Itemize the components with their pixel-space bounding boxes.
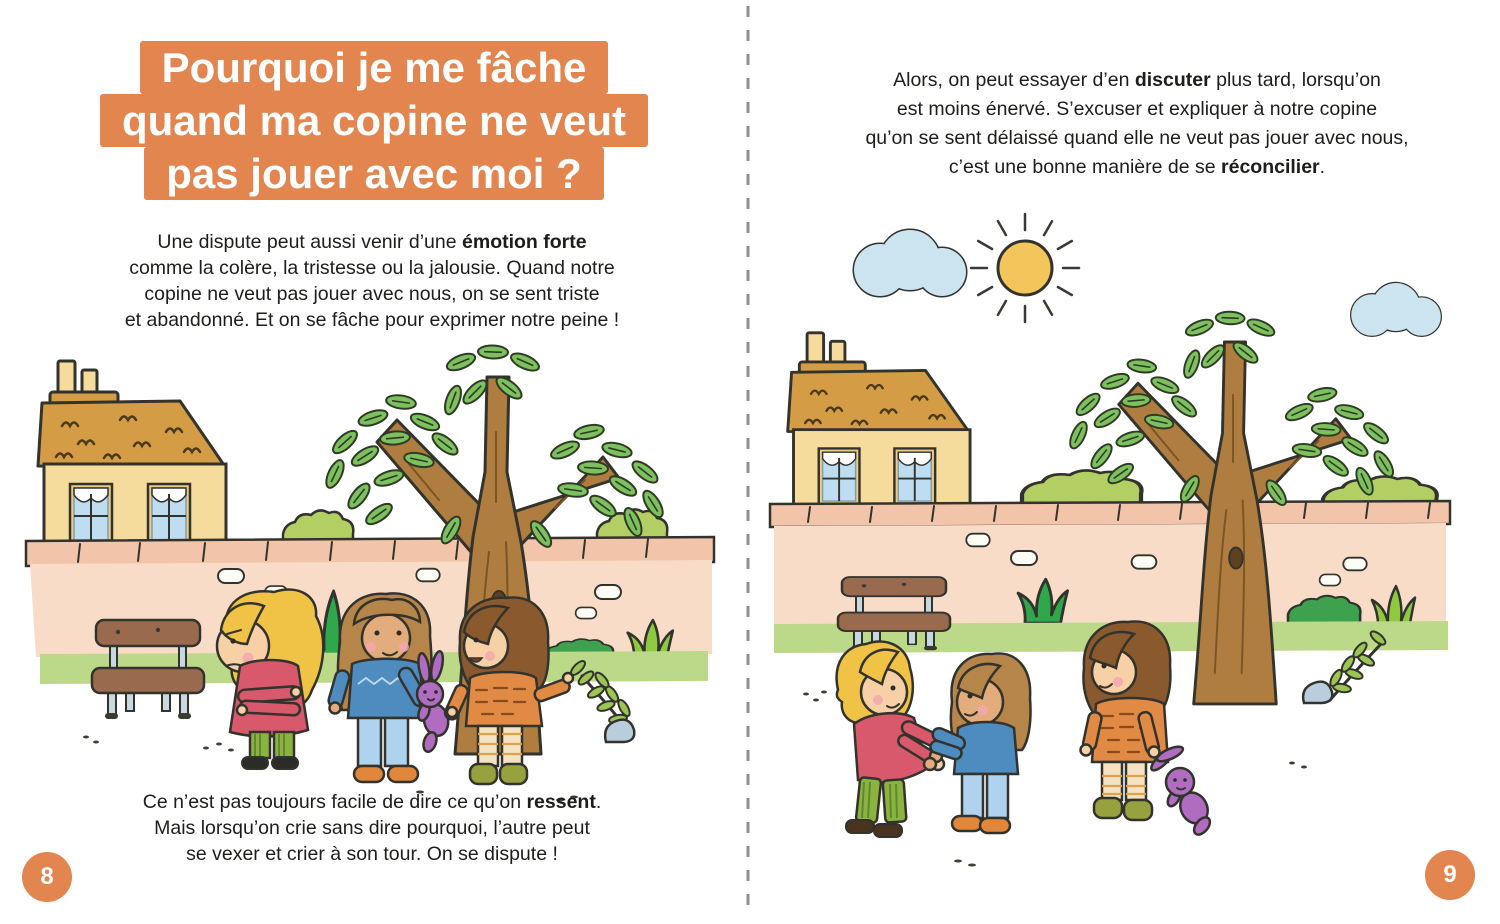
left-intro-paragraph: Une dispute peut aussi venir d’une émotion forte comme la colère, la tristesse ou la jalousie. Quand notre copine ne veut pas jouer avec nous, on se sent triste et abandonné. Et on se fâche pour exprimer notre peine !: [124, 231, 620, 331]
page-title: Pourquoi je me fâche quand ma copine ne veut pas jouer avec moi ?: [30, 41, 718, 200]
girl-blonde-angry: [217, 589, 323, 769]
blue-rock: [605, 720, 634, 742]
girl-orange-with-bunny: [1081, 621, 1171, 820]
girl-brown-holding-hands: [924, 653, 1031, 833]
cloud: [1351, 283, 1441, 336]
page-number-right: 9: [1425, 850, 1475, 900]
sun: [971, 214, 1079, 322]
blue-rock: [1303, 682, 1332, 703]
park-bench: [92, 620, 204, 719]
girl-brown-hair-with-bunny: [327, 593, 431, 782]
plush-bunny: [1148, 744, 1213, 838]
house: [788, 333, 970, 505]
right-paragraph: Alors, on peut essayer d’en discuter plus tard, lorsqu’on est moins énervé. S’excuser et expliquer à notre copine qu’on se sent délaissé quand elle ne veut pas jouer avec nous, c’est une bonne manière de se réconcilier.: [865, 69, 1409, 178]
cloud: [854, 230, 966, 296]
left-outro-paragraph: Ce n’est pas toujours facile de dire ce qu’on ressent. Mais lorsqu’on crie sans dire pourquoi, l’autre peut se vexer et crier à son tour. On se dispute !: [142, 791, 602, 865]
house: [38, 361, 226, 544]
right-scene: [770, 214, 1450, 867]
page-number-left: 8: [22, 852, 72, 902]
left-scene: [26, 345, 714, 802]
